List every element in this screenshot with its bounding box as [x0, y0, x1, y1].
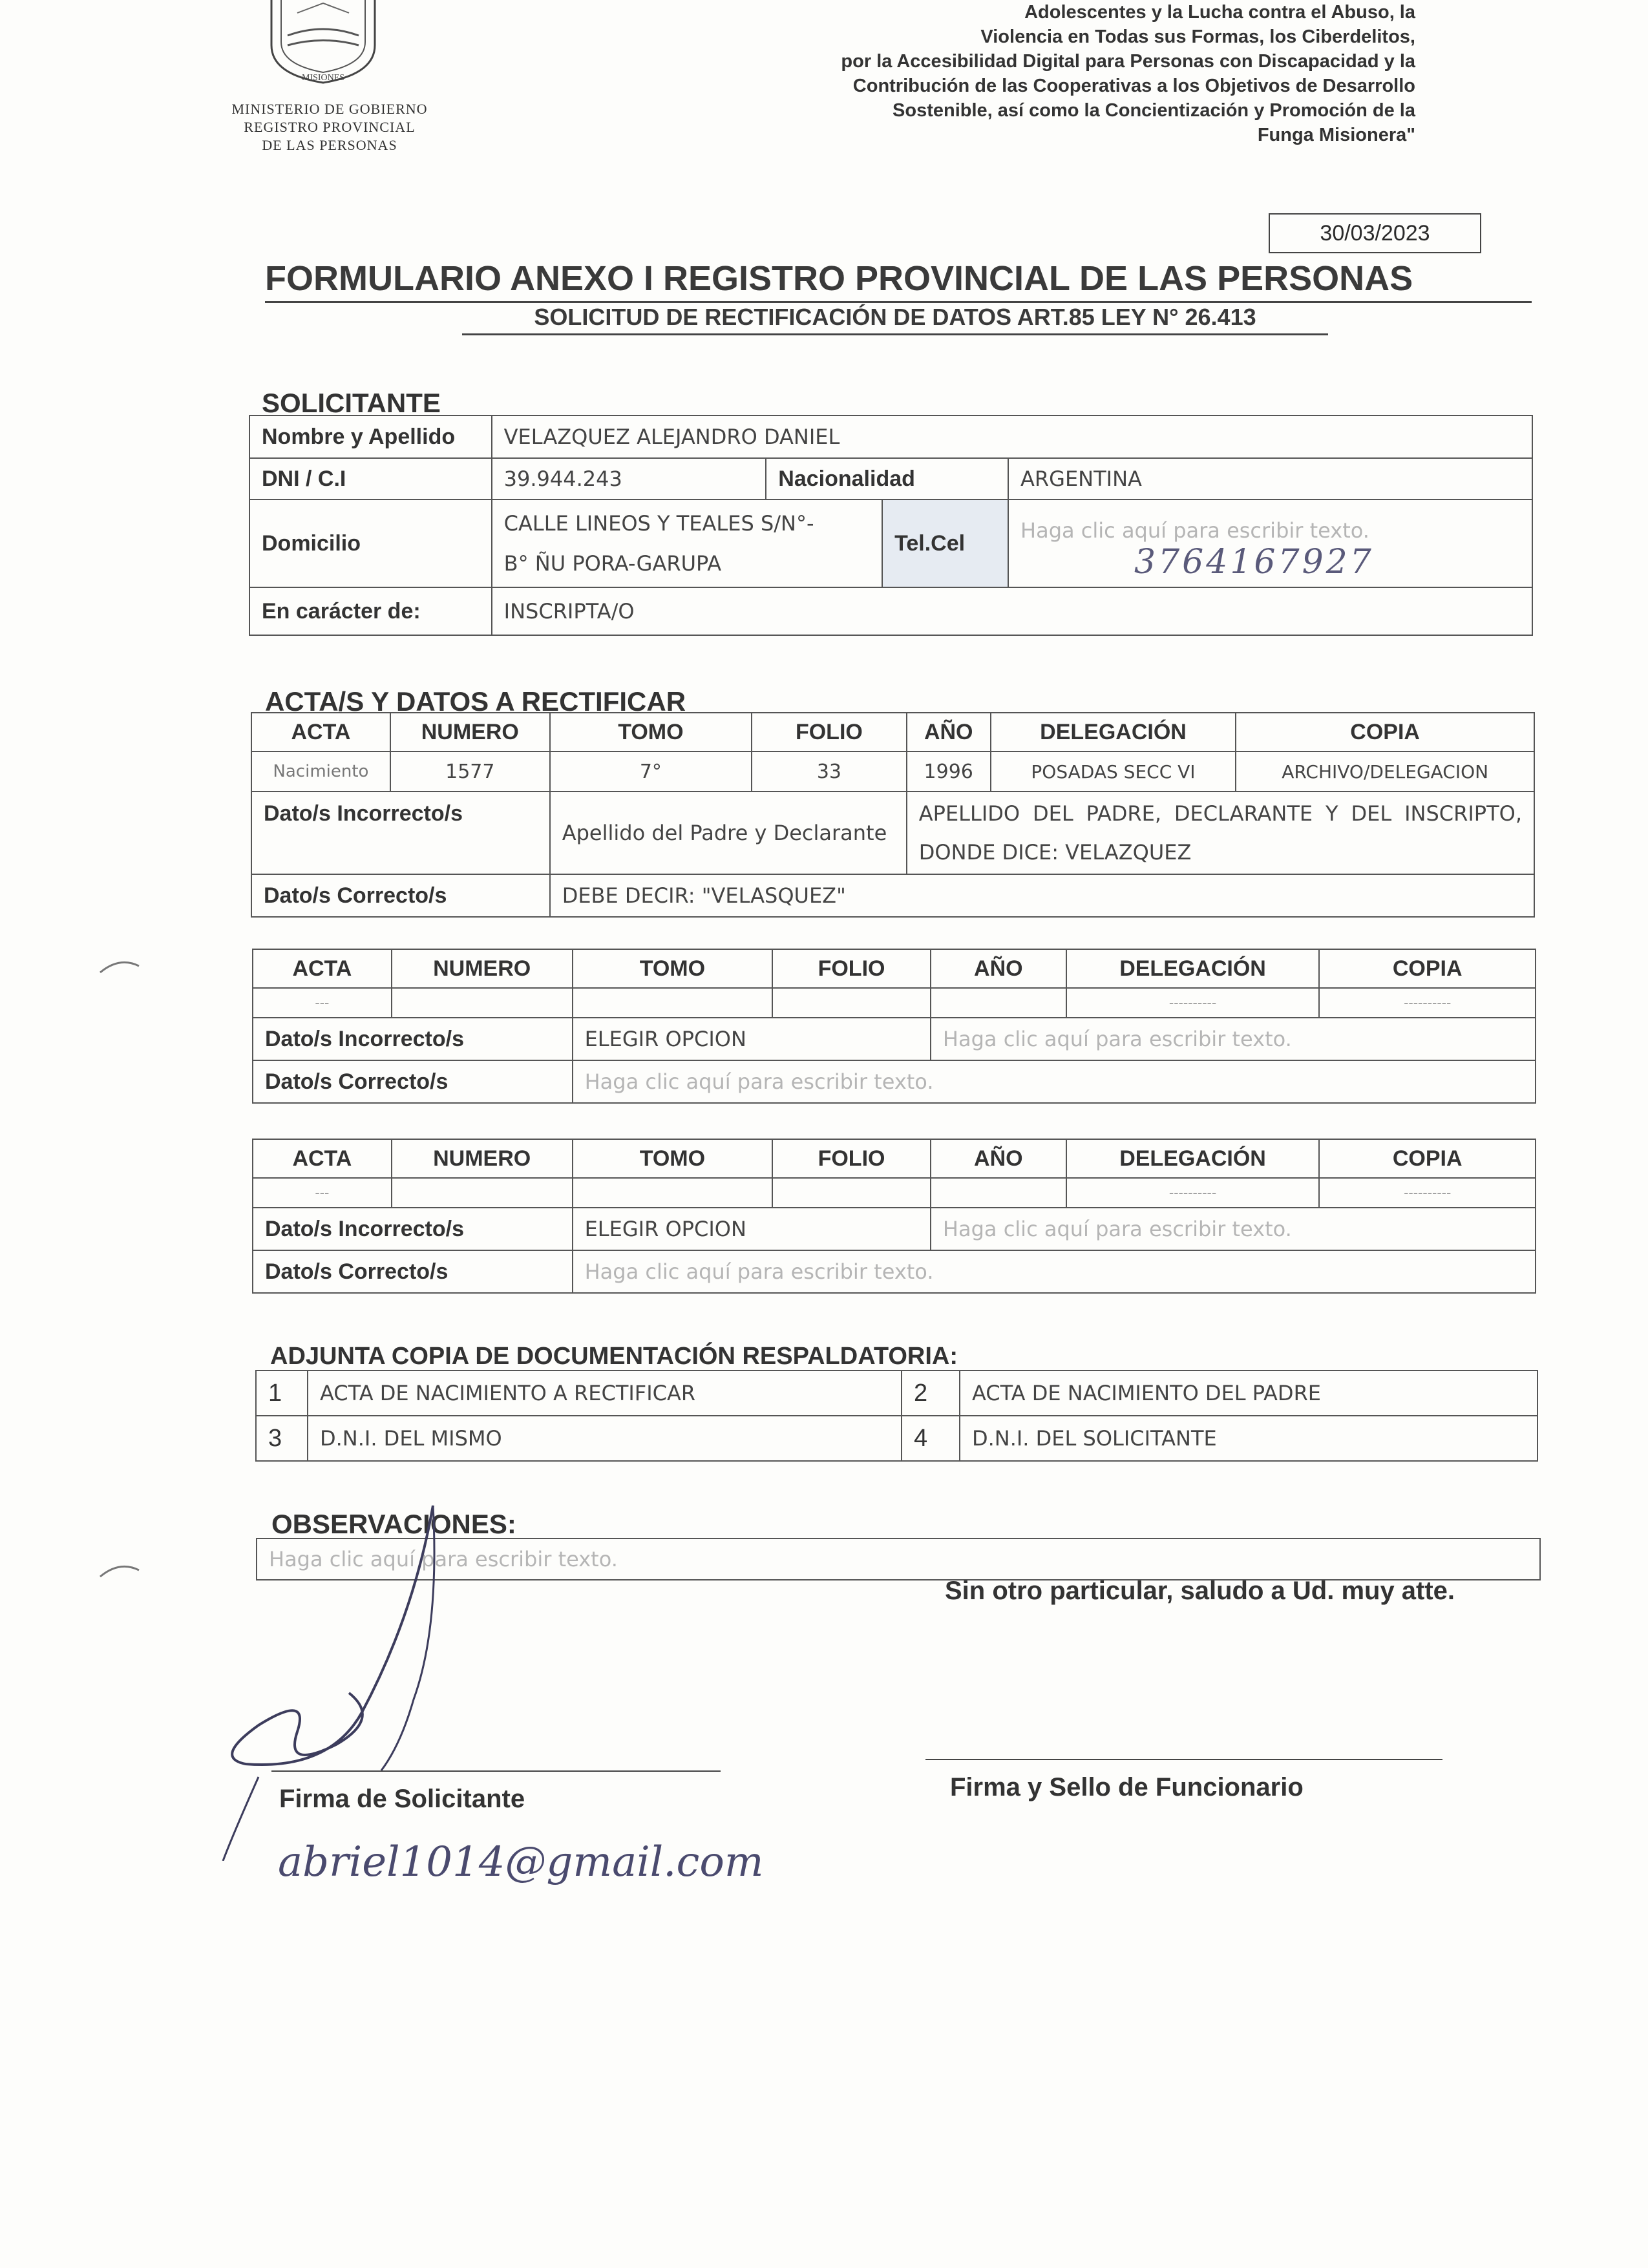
law-line: Funga Misionera"	[1257, 125, 1415, 145]
ministry-line: REGISTRO PROVINCIAL	[244, 119, 416, 135]
dato-correcto-field[interactable]: Haga clic aquí para escribir texto.	[573, 1250, 1536, 1293]
adjunta-item-3[interactable]: D.N.I. DEL MISMO	[308, 1416, 902, 1461]
adjunta-item-4[interactable]: D.N.I. DEL SOLICITANTE	[960, 1416, 1537, 1461]
adjunta-item-2[interactable]: ACTA DE NACIMIENTO DEL PADRE	[960, 1370, 1537, 1416]
law-header-text	[672, 0, 1415, 147]
actas-heading: ACTA/S Y DATOS A RECTIFICAR	[265, 686, 686, 717]
tomo-field[interactable]	[573, 988, 773, 1018]
delegacion-select[interactable]: POSADAS SECC VI	[991, 751, 1236, 792]
ministry-block	[194, 100, 465, 154]
numero-field[interactable]: 1577	[390, 751, 550, 792]
law-line: Sostenible, así como la Concientización y Promoción de la	[893, 100, 1415, 121]
tomo-field[interactable]: 7°	[550, 751, 752, 792]
law-line: Violencia en Todas sus Formas, los Ciberdelitos,	[980, 26, 1415, 47]
copia-select[interactable]: ----------	[1319, 988, 1536, 1018]
ministry-line: DE LAS PERSONAS	[262, 137, 397, 153]
header-folio: FOLIO	[752, 713, 907, 751]
header-acta: ACTA	[251, 713, 390, 751]
header-acta: ACTA	[253, 1139, 392, 1178]
header-tomo: TOMO	[573, 949, 773, 988]
acta-type-select[interactable]: ---	[253, 1178, 392, 1208]
form-title: FORMULARIO ANEXO I REGISTRO PROVINCIAL DE LAS PERSONAS	[265, 258, 1532, 303]
solicitante-heading: SOLICITANTE	[262, 388, 441, 418]
copia-select[interactable]: ----------	[1319, 1178, 1536, 1208]
acta-type-select[interactable]: ---	[253, 988, 392, 1018]
adjunta-number: 1	[256, 1370, 308, 1416]
folio-field[interactable]: 33	[752, 751, 907, 792]
dato-correcto-label: Dato/s Correcto/s	[253, 1250, 573, 1293]
header-tomo: TOMO	[573, 1139, 773, 1178]
header-anio: AÑO	[931, 1139, 1066, 1178]
dni-field[interactable]: 39.944.243	[492, 458, 766, 499]
nombre-field[interactable]: VELAZQUEZ ALEJANDRO DANIEL	[492, 415, 1532, 458]
handwritten-email: abriel1014@gmail.com	[278, 1838, 764, 1886]
province-seal	[259, 0, 388, 84]
domicilio-label: Domicilio	[249, 499, 492, 587]
header-tomo: TOMO	[550, 713, 752, 751]
tel-field[interactable]: Haga clic aquí para escribir texto.	[1008, 499, 1532, 587]
dato-correcto-field[interactable]: DEBE DECIR: "VELASQUEZ"	[550, 874, 1534, 917]
header-folio: FOLIO	[772, 1139, 931, 1178]
header-copia: COPIA	[1236, 713, 1534, 751]
header-delegacion: DELEGACIÓN	[1066, 1139, 1320, 1178]
delegacion-select[interactable]: ----------	[1066, 1178, 1320, 1208]
header-folio: FOLIO	[772, 949, 931, 988]
firma-funcionario-label: Firma y Sello de Funcionario	[950, 1773, 1304, 1801]
adjunta-number: 4	[902, 1416, 960, 1461]
tomo-field[interactable]	[573, 1178, 773, 1208]
header-delegacion: DELEGACIÓN	[1066, 949, 1320, 988]
dato-incorrecto-field[interactable]: Haga clic aquí para escribir texto.	[931, 1208, 1536, 1250]
observaciones-field[interactable]: Haga clic aquí para escribir texto.	[257, 1538, 1540, 1580]
tel-label: Tel.Cel	[882, 499, 1008, 587]
closing-text: Sin otro particular, saludo a Ud. muy atte.	[945, 1577, 1455, 1605]
seal-text: MISIONES	[301, 73, 345, 83]
ministry-line: MINISTERIO DE GOBIERNO	[231, 101, 428, 117]
acta-table-3	[252, 1139, 1536, 1294]
nacionalidad-field[interactable]: ARGENTINA	[1008, 458, 1532, 499]
dato-correcto-label: Dato/s Correcto/s	[253, 1060, 573, 1103]
dato-correcto-field[interactable]: Haga clic aquí para escribir texto.	[573, 1060, 1536, 1103]
dato-incorrecto-label: Dato/s Incorrecto/s	[253, 1018, 573, 1060]
numero-field[interactable]	[392, 988, 573, 1018]
adjunta-heading: ADJUNTA COPIA DE DOCUMENTACIÓN RESPALDATORIA:	[270, 1343, 958, 1370]
dni-label: DNI / C.I	[249, 458, 492, 499]
signature-line-solicitante	[271, 1770, 721, 1772]
header-copia: COPIA	[1319, 949, 1536, 988]
adjunta-number: 3	[256, 1416, 308, 1461]
header-delegacion: DELEGACIÓN	[991, 713, 1236, 751]
handwritten-phone: 3764167927	[1134, 543, 1374, 582]
acta-table-1	[251, 712, 1535, 918]
header-copia: COPIA	[1319, 1139, 1536, 1178]
date-field[interactable]: 30/03/2023	[1269, 213, 1481, 253]
dato-incorrecto-select[interactable]: ELEGIR OPCION	[573, 1208, 931, 1250]
punch-hole-mark	[97, 1560, 142, 1580]
dato-incorrecto-field[interactable]: Haga clic aquí para escribir texto.	[931, 1018, 1536, 1060]
numero-field[interactable]	[392, 1178, 573, 1208]
acta-type-select[interactable]: Nacimiento	[251, 751, 390, 792]
punch-hole-mark	[97, 956, 142, 976]
form-subtitle: SOLICITUD DE RECTIFICACIÓN DE DATOS ART.85 LEY N° 26.413	[462, 304, 1328, 335]
adjunta-item-1[interactable]: ACTA DE NACIMIENTO A RECTIFICAR	[308, 1370, 902, 1416]
domicilio-line: CALLE LINEOS Y TEALES S/N°-	[503, 511, 814, 536]
nombre-label: Nombre y Apellido	[249, 415, 492, 458]
header-anio: AÑO	[931, 949, 1066, 988]
observaciones-heading: OBSERVACIONES:	[271, 1509, 516, 1539]
law-line: por la Accesibilidad Digital para Personas con Discapacidad y la	[841, 51, 1415, 72]
caracter-label: En carácter de:	[249, 587, 492, 635]
anio-field[interactable]: 1996	[907, 751, 991, 792]
dato-incorrecto-select[interactable]: ELEGIR OPCION	[573, 1018, 931, 1060]
domicilio-line: B° ÑU PORA-GARUPA	[503, 551, 722, 576]
caracter-field[interactable]: INSCRIPTA/O	[492, 587, 1532, 635]
anio-field[interactable]	[931, 1178, 1066, 1208]
signature-line-funcionario	[925, 1759, 1442, 1760]
dato-incorrecto-field[interactable]: APELLIDO DEL PADRE, DECLARANTE Y DEL INSCRIPTO, DONDE DICE: VELAZQUEZ	[907, 792, 1534, 874]
folio-field[interactable]	[772, 988, 931, 1018]
adjunta-table	[255, 1370, 1538, 1462]
dato-incorrecto-select[interactable]: Apellido del Padre y Declarante	[550, 792, 907, 874]
folio-field[interactable]	[772, 1178, 931, 1208]
dato-correcto-label: Dato/s Correcto/s	[251, 874, 550, 917]
header-numero: NUMERO	[390, 713, 550, 751]
law-line: Adolescentes y la Lucha contra el Abuso, la	[1024, 2, 1415, 23]
header-numero: NUMERO	[392, 949, 573, 988]
acta-table-2	[252, 949, 1536, 1104]
law-line: Contribución de las Cooperativas a los Objetivos de Desarrollo	[852, 76, 1415, 96]
header-acta: ACTA	[253, 949, 392, 988]
header-numero: NUMERO	[392, 1139, 573, 1178]
nacionalidad-label: Nacionalidad	[766, 458, 1008, 499]
anio-field[interactable]	[931, 988, 1066, 1018]
header-anio: AÑO	[907, 713, 991, 751]
copia-select[interactable]: ARCHIVO/DELEGACION	[1236, 751, 1534, 792]
delegacion-select[interactable]: ----------	[1066, 988, 1320, 1018]
solicitante-table	[249, 415, 1533, 636]
dato-incorrecto-label: Dato/s Incorrecto/s	[251, 792, 550, 874]
firma-solicitante-label: Firma de Solicitante	[279, 1785, 525, 1813]
dato-incorrecto-label: Dato/s Incorrecto/s	[253, 1208, 573, 1250]
domicilio-field[interactable]	[492, 499, 882, 587]
adjunta-number: 2	[902, 1370, 960, 1416]
